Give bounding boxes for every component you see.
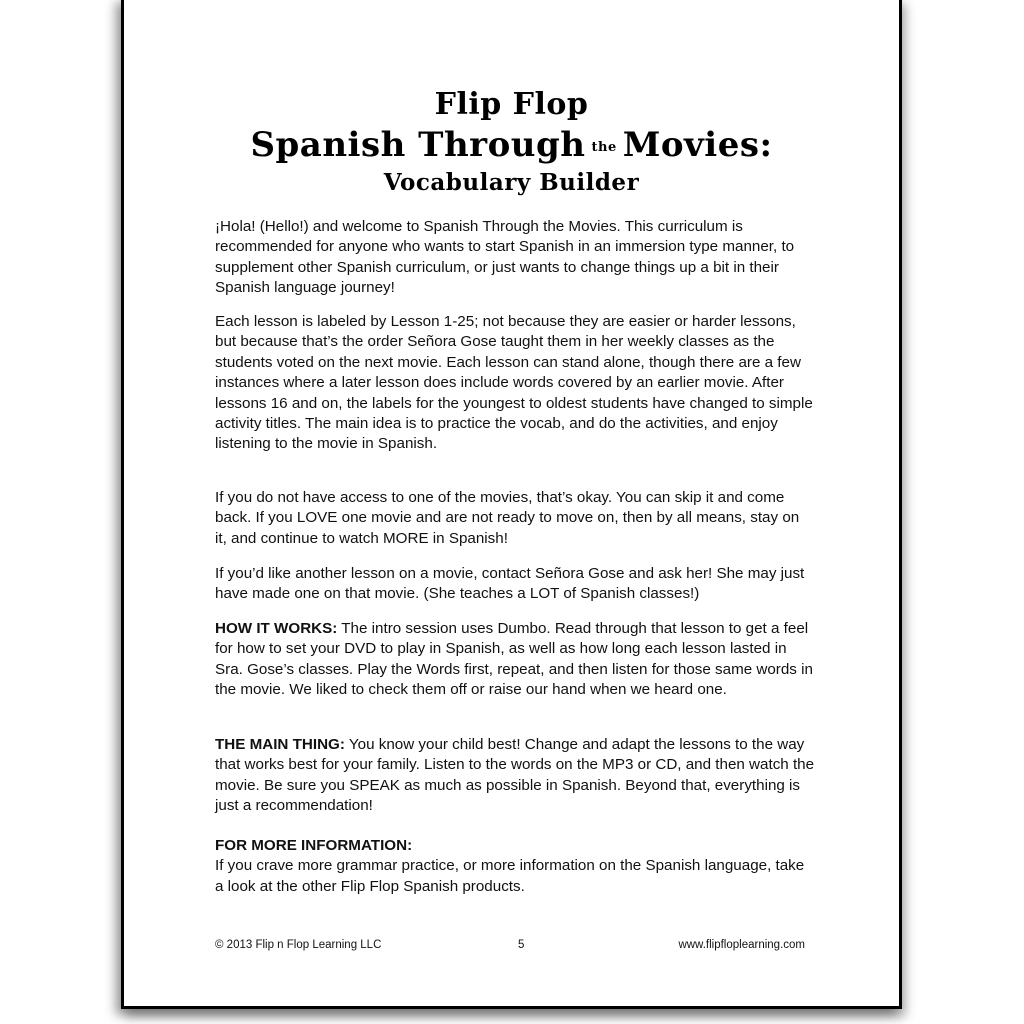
- footer-copyright: © 2013 Flip n Flop Learning LLC: [215, 939, 382, 951]
- section-label: HOW IT WORKS:: [215, 620, 338, 637]
- title-line-2-small: the: [591, 139, 617, 155]
- paragraph-contact: [215, 564, 815, 605]
- section-label: THE MAIN THING:: [215, 736, 345, 753]
- paragraph-text: If you’d like another lesson on a movie, contact Señora Gose and ask her! She may just have made one on that movie. (She teaches a LOT of Spanish classes!): [215, 565, 805, 603]
- paragraph-text: The intro session uses Dumbo. Read through that lesson to get a feel for how to set your DVD to play in Spanish, as well as how long each lesson lasted in Sra. Gose’s classes. Play the Words first, repeat, and then listen for those same words in the movie. We liked to check them off or raise our hand when we heard one.: [215, 620, 813, 699]
- paragraph-text: Each lesson is labeled by Lesson 1-25; not because they are easier or harder lessons, but because that’s the order Señora Gose taught them in her weekly classes as the students voted on the next movie. Each lesson can stand alone, though there are a few instances where a later lesson does include words covered by an earlier movie. After lessons 16 and on, the labels for the youngest to oldest students have changed to simple activity titles. The main idea is to practice the vocab, and do the activities, and enjoy listening to the movie in Spanish.: [215, 313, 813, 453]
- paragraph-access: [215, 488, 815, 549]
- title-line-2: [124, 125, 899, 165]
- paragraph-how-it-works: [215, 619, 815, 701]
- paragraph-lessons: [215, 312, 815, 455]
- footer-website: www.flipfloplearning.com: [678, 939, 805, 951]
- paragraph-text: You know your child best! Change and adapt the lessons to the way that works best for your family. Listen to the words on the MP3 or CD, and then watch the movie. Be sure you SPEAK as much as possible in Spanish. Beyond that, everything is just a recommendation!: [215, 736, 815, 815]
- paragraph-text: ¡Hola! (Hello!) and welcome to Spanish Through the Movies. This curriculum is recommended for anyone who wants to start Spanish in an immersion type manner, to supplement other Spanish curriculum, or just wants to change things up a bit in their Spanish language journey!: [215, 218, 795, 297]
- document-page: [121, 0, 902, 1009]
- paragraph-more-info: [215, 836, 815, 897]
- title-line-3: Vocabulary Builder: [383, 169, 640, 196]
- title-line-2-a: Spanish Through: [250, 125, 586, 165]
- paragraph-main-thing: [215, 735, 815, 817]
- paragraph-intro: [215, 217, 815, 299]
- title-line-2-b: Movies:: [622, 125, 773, 165]
- paragraph-text: If you crave more grammar practice, or more information on the Spanish language, take a look at the other Flip Flop Spanish products.: [215, 857, 805, 895]
- paragraph-text: If you do not have access to one of the movies, that’s okay. You can skip it and come back. If you LOVE one movie and are not ready to move on, then by all means, stay on it, and continue to watch MORE in Spanish!: [215, 489, 800, 547]
- title-line-1: Flip Flop: [434, 87, 589, 122]
- footer-page-number: 5: [518, 939, 525, 951]
- section-label: FOR MORE INFORMATION:: [215, 837, 413, 854]
